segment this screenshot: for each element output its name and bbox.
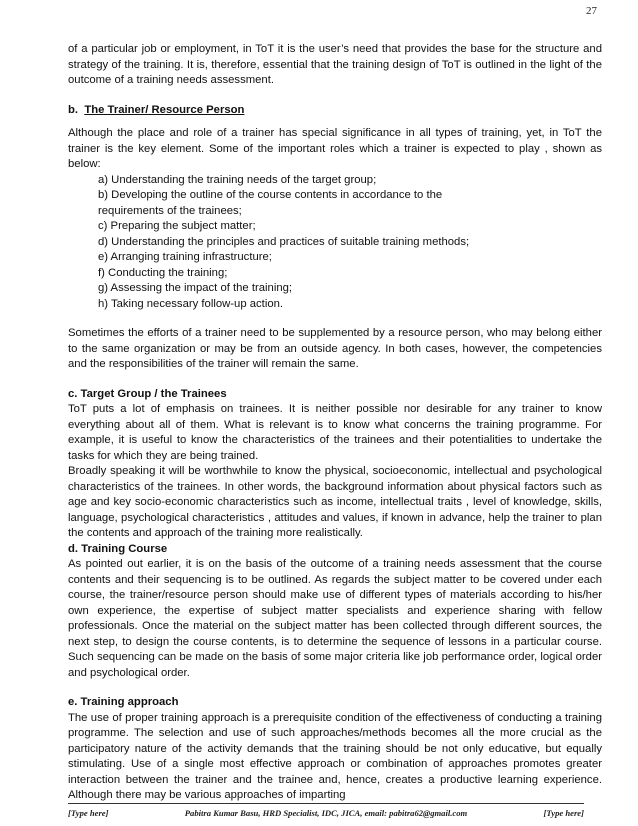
section-c-heading: c. Target Group / the Trainees	[68, 387, 227, 400]
section-c-paragraph-1: ToT puts a lot of emphasis on trainees. It is neither possible nor desirable for any trainer to know everything about all of them. What is relevant is to know what concerns the training programme. For example, it is useful to know the characteristics of the trainees and their potentialities to undertake the tasks for which they are being trained.	[68, 403, 602, 462]
list-item: requirements of the trainees;	[98, 204, 242, 217]
footer-author: Pabitra Kumar Basu, HRD Specialist, IDC, JICA, email: pabitra62@gmail.com	[184, 808, 468, 818]
list-item: a) Understanding the training needs of the target group;	[98, 173, 377, 186]
section-b-prefix: b.	[68, 103, 79, 116]
section-c-paragraph-2: Broadly speaking it will be worthwhile to know the physical, socioeconomic, intellectual and psychological characteristics of the trainees. In other words, the background information about physical factors such as age and key socio-economic characteristics such as income, intellectual traits , level of knowledge, skills, language, psychological characteristics , attitudes and values, if known in advance, help the trainer to plan the contents and approach of the training more realistically.	[68, 465, 602, 539]
list-item: d) Understanding the principles and practices of suitable training methods;	[98, 235, 470, 248]
section-d-heading: d. Training Course	[68, 542, 168, 555]
section-b-title: The Trainer/ Resource Person	[84, 103, 245, 116]
section-e-paragraph-1: The use of proper training approach is a prerequisite condition of the effectiveness of conducting a training programme. The selection and use of such approaches/methods becomes all the more crucial as the participatory nature of the activity demands that the training should be not only educative, but equally stimulating. Use of a single most effective approach or combination of approaches promotes greater interaction between the trainer and the trainee and, hence, creates a productive learning experience. Although there may be various approaches of imparting	[68, 711, 602, 801]
section-b-heading	[68, 103, 602, 119]
footer-right: [Type here]	[543, 808, 584, 818]
page-number: 27	[586, 5, 597, 17]
trainer-roles-list	[68, 173, 602, 313]
list-item: e) Arranging training infrastructure;	[98, 251, 272, 263]
intro-paragraph: of a particular job or employment, in ToT it is the user’s need that provides the base for the structure and strategy of the training. It is, therefore, essential that the training design of ToT is outlined in the light of the outcome of a training needs assessment.	[68, 43, 602, 86]
section-d-paragraph-1: As pointed out earlier, it is on the basis of the outcome of a training needs assessment that the course contents and their sequencing is to be outlined. As regards the subject matter to be covered under each course, the trainer/resource person should make use of different types of materials according to his/her own experience, the expertise of subject matter specialists and experience sharing with fellow professionals. Once the material on the subject matter has been collected through different sources, the next step, to design the course contents, is to determine the sequence of lessons in a particular course. Such sequencing can be made on the basis of some major criteria like job performance order, logical order and psychological order.	[68, 558, 602, 679]
section-b-paragraph-1: Although the place and role of a trainer has special significance in all types of training, yet, in ToT the trainer is the key element. Some of the important roles which a trainer is expected to play , shown as below:	[68, 127, 602, 170]
list-item: f) Conducting the training;	[98, 266, 228, 279]
list-item: c) Preparing the subject matter;	[98, 220, 256, 232]
list-item: g) Assessing the impact of the training;	[98, 282, 293, 294]
section-e-heading: e. Training approach	[68, 696, 179, 708]
section-b-paragraph-2: Sometimes the efforts of a trainer need to be supplemented by a resource person, who may belong either to the same organization or may be from an outside agency. In both cases, however, the competencies and the responsibilities of the trainer will remain the same.	[68, 327, 602, 370]
footer-left: [Type here]	[68, 808, 109, 818]
page-footer	[68, 803, 584, 818]
list-item: h) Taking necessary follow-up action.	[98, 297, 284, 310]
document-body	[68, 42, 602, 804]
list-item: b) Developing the outline of the course contents in accordance to the	[98, 189, 443, 201]
